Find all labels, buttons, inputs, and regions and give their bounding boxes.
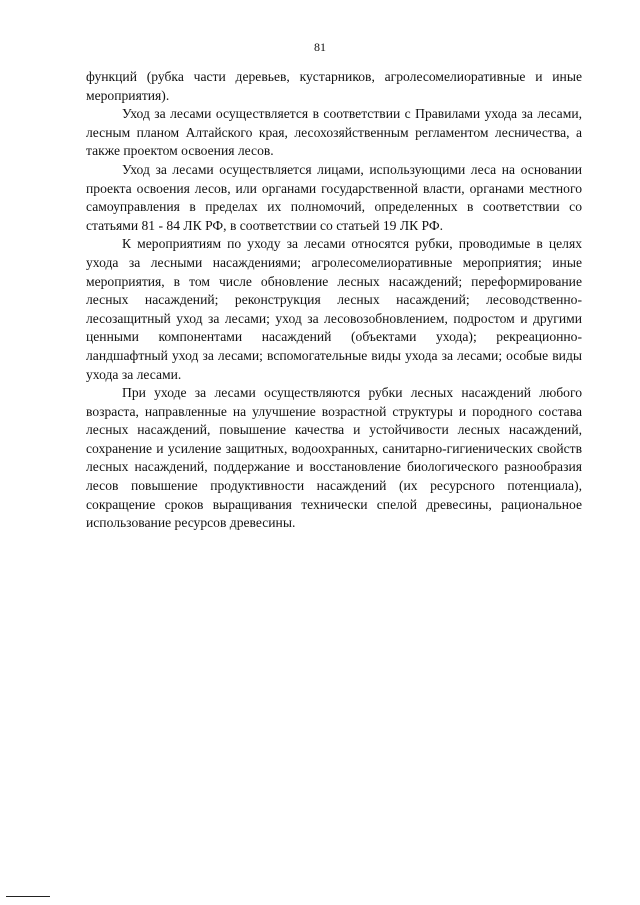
page-number: 81 <box>314 40 326 54</box>
document-body <box>86 68 582 533</box>
paragraph-care-performers: Уход за лесами осуществляется лицами, использующими леса на основании проекта освоения лесов, или органами государственной власти, органами местного самоуправления в пределах их полномочий, определенных в соответствии со статьями 81 - 84 ЛК РФ, в соответствии со статьей 19 ЛК РФ. <box>86 161 582 233</box>
paragraph-care-rules: Уход за лесами осуществляется в соответствии с Правилами ухода за лесами, лесным планом Алтайского края, лесохозяйственным регламентом лесничества, а также проектом освоения лесов. <box>86 106 582 159</box>
paragraph-care-cuttings: При уходе за лесами осуществляются рубки лесных насаждений любого возраста, направленные на улучшение возрастной структуры и породного состава лесных насаждений, повышение качества и устойчивости лесных насаждений, сохранение и усиление защитных, водоохранных, санитарно-гигиенических свойств лесных насаждений, поддержание и восстановление биологического разнообразия лесов повышение продуктивности насаждений (их ресурсного потенциала), сокращение сроков выращивания технически спелой древесины, рациональное использование ресурсов древесины. <box>86 385 582 531</box>
paragraph-care-measures: К мероприятиям по уходу за лесами относятся рубки, проводимые в целях ухода за лесными насаждениями; агролесомелиоративные мероприятия; иные мероприятия, в том числе обновление лесных насаждений; переформирование лесных насаждений; реконструкция лесных насаждений; лесоводственно-лесозащитный уход за лесами; уход за лесовозобновлением, подростом и другими ценными компонентами насаждений (объектами ухода); рекреационно-ландшафтный уход за лесами; вспомогательные виды ухода за лесами; особые виды ухода за лесами. <box>86 236 582 382</box>
scan-edge-mark <box>6 896 50 897</box>
paragraph-continuation: функций (рубка части деревьев, кустарников, агролесомелиоративные и иные мероприятия). <box>86 69 582 103</box>
